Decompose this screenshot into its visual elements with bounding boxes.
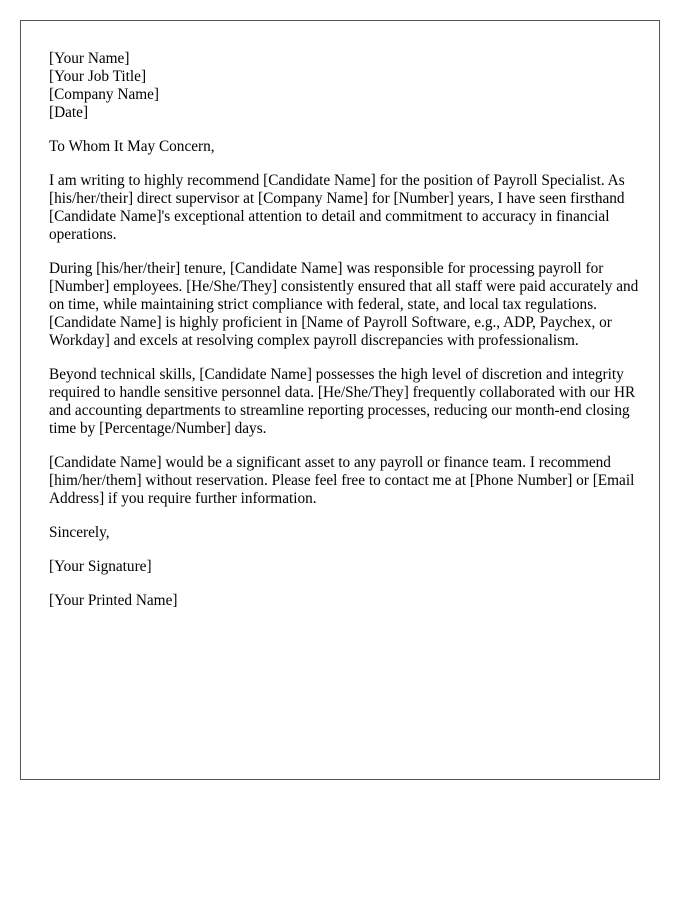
paragraph-responsibilities: During [his/her/their] tenure, [Candidate Name] was responsible for processing payroll for [Number] employees. [He/She/They] consistently ensured that all staff were paid accurately and on time, while maintaining strict compliance with federal, state, and local tax regulations. [Candidate Name] is highly proficient in [Name of Payroll Software, e.g., ADP, Paychex, or Workday] and excels at resolving complex payroll discrepancies with professionalism.: [49, 260, 639, 349]
letter-page: [20, 20, 660, 780]
paragraph-skills: Beyond technical skills, [Candidate Name] possesses the high level of discretion and integrity required to handle sensitive personnel data. [He/She/They] frequently collaborated with our HR and accounting departments to streamline reporting processes, reducing our month-end closing time by [Percentage/Number] days.: [49, 366, 636, 437]
paragraph-recommendation: [Candidate Name] would be a significant asset to any payroll or finance team. I recommend [him/her/them] without reservation. Please feel free to contact me at [Phone Number] or [Email Address] if you require further information.: [49, 454, 635, 507]
sender-job-title: [Your Job Title]: [49, 68, 147, 85]
paragraph-introduction: I am writing to highly recommend [Candidate Name] for the position of Payroll Specialist. As [his/her/their] direct supervisor at [Company Name] for [Number] years, I have seen firsthand [Candidate Name]'s exceptional attention to detail and commitment to accuracy in financial operations.: [49, 172, 625, 243]
closing: Sincerely,: [49, 524, 110, 541]
sender-company: [Company Name]: [49, 86, 160, 103]
signature: [Your Signature]: [49, 558, 152, 575]
sender-name: [Your Name]: [49, 50, 130, 67]
letter-date: [Date]: [49, 104, 89, 121]
salutation: To Whom It May Concern,: [49, 138, 215, 155]
sender-block: [49, 50, 639, 122]
printed-name: [Your Printed Name]: [49, 592, 178, 609]
letter-content: [49, 50, 639, 626]
